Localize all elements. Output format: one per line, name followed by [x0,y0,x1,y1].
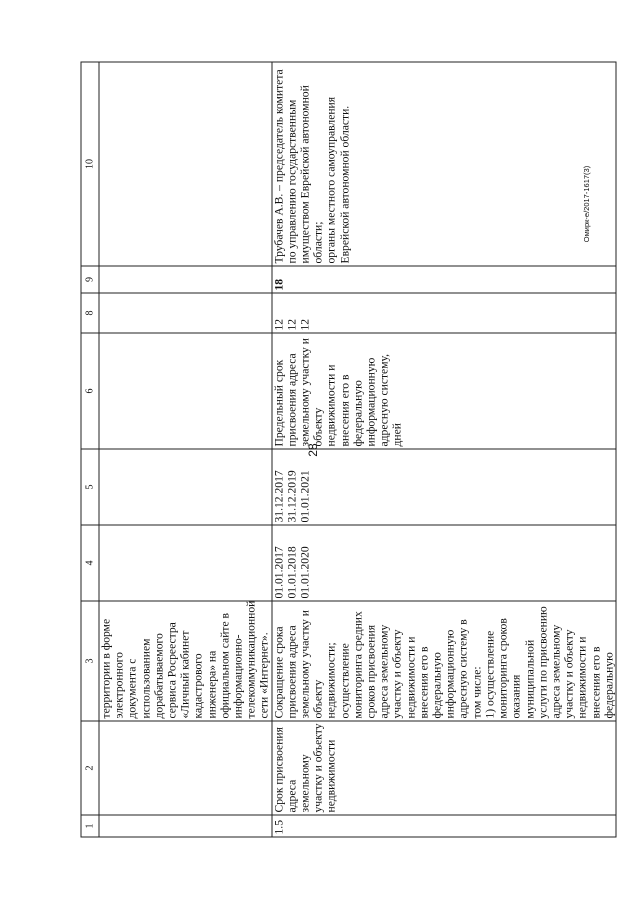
header-col-3: 3 [81,601,99,721]
header-col-1: 1 [81,815,99,837]
header-col-5: 5 [81,449,99,525]
table-row-continuation [99,62,272,837]
row-number: 1.5 [271,815,615,837]
row-activity: Сокращение срока присвоения адреса земельному участку и объекту недвижимости; осуществление мониторинга средних сроков присвоения адреса земельному участку и объекту недвижимости и внесения его в федеральную информационную адресную систему в том числе: 1) осуществление мониторинга сроков оказания муниципальной услуги по присвоению адреса земельному участку и объекту недвижимости и внесения его в федеральную [271,601,615,721]
header-col-9: 9 [81,266,99,293]
row-responsible: Трубачев А.В. – председатель комитета по управлению государственным имуществом Еврейской автономной области; органы местного самоуправления Еврейской автономной области. [271,62,615,266]
header-row [81,62,99,837]
header-col-10: 10 [81,62,99,266]
header-col-6: 6 [81,333,99,449]
table-row-1-5 [271,62,615,837]
row-name: Срок присвоения адреса земельному участку и объекту недвижимости [271,721,615,815]
row-start-dates: 01.01.2017 01.01.2018 01.01.2020 [271,525,615,601]
header-col-4: 4 [81,525,99,601]
row-col9: 18 [271,266,615,293]
row-values: 12 12 12 [271,293,615,333]
page-number: 28 [306,443,320,457]
row-end-dates: 31.12.2017 31.12.2019 01.01.2021 [271,449,615,525]
header-col-2: 2 [81,721,99,815]
header-col-8: 8 [81,293,99,333]
row-indicator: Предельный срок присвоения адреса земельному участку и объекту недвижимости и внесения его в федеральную информационную адресную систему, дней [271,333,615,449]
document-code-footer: Омирк-e/2017-1617(3) [582,165,591,243]
measures-table [80,61,616,837]
continuation-text: территории в форме электронного документа с использованием дорабатываемого сервиса Росреестра «Личный кабинет кадастрового инженера» на официальном сайте в информационно-телекоммуникационной сети «Интернет». [99,601,272,721]
